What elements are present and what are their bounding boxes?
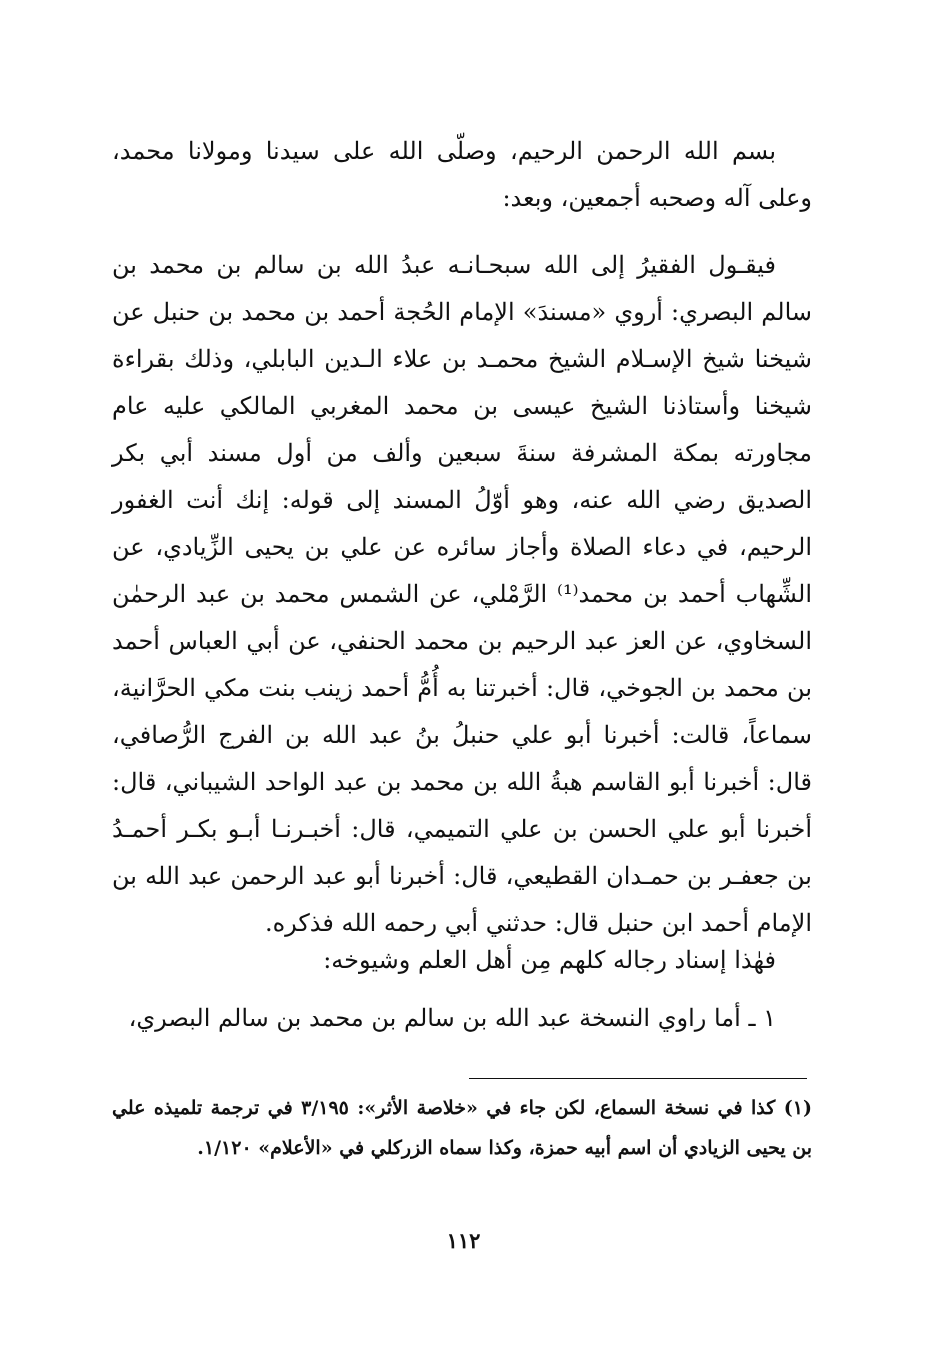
opening-paragraph: بسم الله الرحمن الرحيم، وصلّى الله على سيدنا ومولانا محمد، وعلى آله وصحبه أجمعين، وبعد: [112,137,812,212]
first-narrator-paragraph: ١ ـ أما راوي النسخة عبد الله بن سالم بن محمد بن سالم البصري، [128,1004,776,1032]
isnad-paragraph: فيقـول الفقيرُ إلى الله سبحـانـه عبدُ الله بن سالم بن محمد بن سالم البصري: أروي «مسندَ» الإمام الحُجة أحمد بن محمد بن حنبل عن شيخنا شيخ الإسـلام الشيخ محمـد بن علاء الـدين البابلي، وذلك بقراءة شيخنا وأستاذنا الشيخ عيسى بن محمد المغربي المالكي عليه عام مجاورته بمكة المشرفة سنةَ سبعين وألف من أول مسند أبي بكر الصديق رضي الله عنه، وهو أوّلُ المسند إلى قوله: إنك أنت الغفور الرحيم، في دعاء الصلاة وأجاز سائره عن علي بن يحيى الزِّيادي، عن الشِّهاب أحمد بن محمد⁽¹⁾ الرَّمْلي، عن الشمس محمد بن عبد الرحمٰن السخاوي، عن العز عبد الرحيم بن محمد الحنفي، عن أبي العباس أحمد بن محمد بن الجوخي، قال: أخبرتنا به أُمُّ أحمد زينب بنت مكي الحرَّانية، سماعاً، قالت: أخبرنا أبو علي حنبلُ بنُ عبد الله بن الفرج الرُّصافي، قال: أخبرنا أبو القاسم هبةُ الله بن محمد بن عبد الواحد الشيباني، قال: أخبرنا أبو علي الحسن بن علي التميمي، قال: أخبـرنـا أبـو بكـر أحمـدُ بن جعفـر بن حمـدان القطيعي، قال: أخبرنا أبو عبد الرحمن عبد الله بن الإمام أحمد ابن حنبل قال: حدثني أبي رحمه الله فذكره. [112,251,812,937]
footnote-divider [469,1078,807,1079]
narrators-intro-paragraph: فهٰذا إسناد رجاله كلهم مِن أهل العلم وشيوخه: [323,946,776,974]
page-number: ١١٢ [446,1228,481,1253]
footnote-1: (١) كذا في نسخة السماع، لكن جاء في «خلاصة الأثر»: ٣/١٩٥ في ترجمة تلميذه علي بن يحيى الزيادي أن اسم أبيه حمزة، وكذا سماه الزركلي في «الأعلام» ١/١٢٠. [112,1097,812,1159]
